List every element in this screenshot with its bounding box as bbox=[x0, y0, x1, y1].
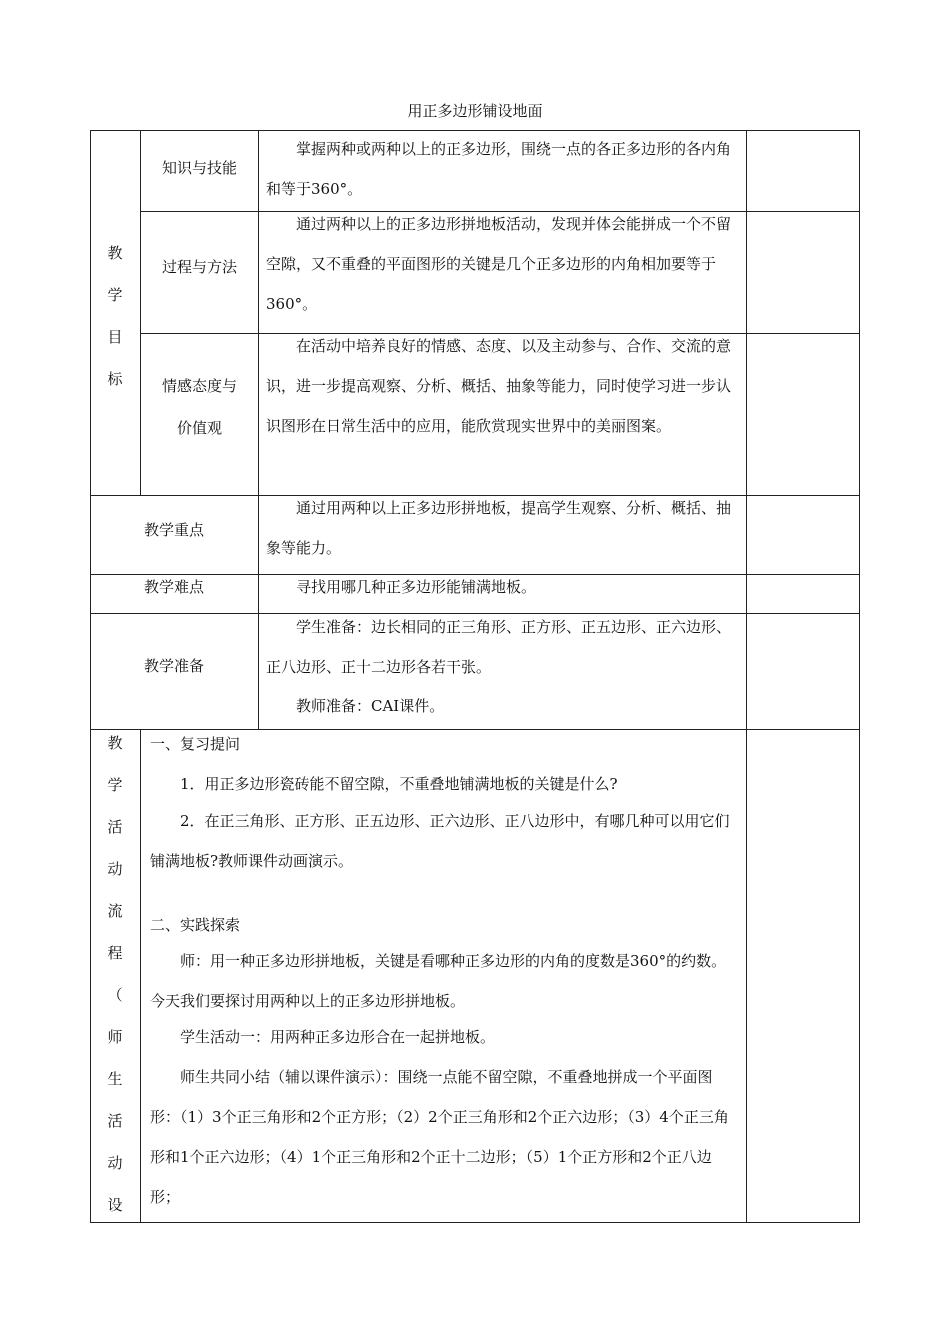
header-char: 目 bbox=[107, 328, 123, 346]
objective-content-knowledge: 掌握两种或两种以上的正多边形，围绕一点的各正多边形的各内角和等于360°。 bbox=[266, 140, 732, 198]
preparation-student: 学生准备：边长相同的正三角形、正方形、正五边形、正六边形、正八边形、正十二边形各若干张。 bbox=[266, 618, 732, 676]
col-divider bbox=[140, 729, 141, 1223]
section1-title: 一、复习提问 bbox=[150, 735, 241, 753]
header-char: 学 bbox=[107, 776, 123, 794]
objectives-header bbox=[90, 232, 140, 400]
col-divider bbox=[258, 130, 259, 730]
objective-label-attitude-line2: 价值观 bbox=[176, 419, 222, 437]
summary: 师生共同小结（辅以课件演示）：围绕一点能不留空隙，不重叠地拼成一个平面图形：（1）3个正三角形和2个正方形；（2）2个正三角形和2个正六边形；（3）4个正三角形和1个正六边形；（4）1个正三角形和2个正十二边形；（5）1个正方形和2个正八边形； bbox=[150, 1068, 729, 1206]
header-char: 生 bbox=[107, 1070, 123, 1088]
header-char: 设 bbox=[107, 1196, 123, 1214]
header-char: 动 bbox=[107, 1154, 123, 1172]
header-char: 动 bbox=[107, 860, 123, 878]
objective-label-knowledge: 知识与技能 bbox=[161, 159, 237, 177]
objective-content-process: 通过两种以上的正多边形拼地板活动，发现并体会能拼成一个不留空隙，又不重叠的平面图形的关键是几个正多边形的内角相加要等于360°。 bbox=[266, 215, 732, 313]
key-point-label: 教学重点 bbox=[143, 521, 204, 539]
lesson-table bbox=[90, 130, 860, 1223]
header-char: 活 bbox=[107, 1112, 123, 1130]
col-divider bbox=[746, 130, 747, 1223]
objective-label-attitude: 情感态度与 bbox=[161, 377, 237, 395]
header-char: 教 bbox=[107, 244, 123, 262]
header-char: 活 bbox=[107, 818, 123, 836]
review-question-1: 1．用正多边形瓷砖能不留空隙，不重叠地铺满地板的关键是什么? bbox=[180, 775, 618, 793]
header-char: 教 bbox=[107, 734, 123, 752]
page-title: 用正多边形铺设地面 bbox=[407, 102, 543, 120]
table-border-bottom bbox=[90, 1222, 860, 1223]
objective-content-attitude: 在活动中培养良好的情感、态度、以及主动参与、合作、交流的意识，进一步提高观察、分析、概括、抽象等能力，同时使学习进一步认识图形在日常生活中的应用，能欣赏现实世界中的美丽图案。 bbox=[266, 337, 732, 435]
objective-label-process: 过程与方法 bbox=[161, 258, 237, 276]
header-char: （ bbox=[107, 986, 123, 1004]
section2-title: 二、实践探索 bbox=[150, 916, 241, 934]
preparation-teacher: 教师准备：CAI课件。 bbox=[296, 697, 445, 715]
teacher-talk: 师：用一种正多边形拼地板，关键是看哪种正多边形的内角的度数是360°的约数。今天我们要探讨用两种以上的正多边形拼地板。 bbox=[150, 952, 727, 1010]
difficulty-content: 寻找用哪几种正多边形能铺满地板。 bbox=[296, 578, 537, 596]
student-activity: 学生活动一：用两种正多边形合在一起拼地板。 bbox=[180, 1028, 496, 1046]
activity-header bbox=[90, 722, 140, 1226]
difficulty-label: 教学难点 bbox=[143, 578, 204, 596]
header-char: 程 bbox=[107, 944, 123, 962]
header-char: 流 bbox=[107, 902, 123, 920]
header-char: 标 bbox=[107, 370, 123, 388]
table-border-right bbox=[859, 130, 860, 1223]
header-char: 师 bbox=[107, 1028, 123, 1046]
review-question-2: 2．在正三角形、正方形、正五边形、正六边形、正八边形中，有哪几种可以用它们铺满地板?教师课件动画演示。 bbox=[150, 812, 730, 870]
header-char: 学 bbox=[107, 286, 123, 304]
key-point-content: 通过用两种以上正多边形拼地板，提高学生观察、分析、概括、抽象等能力。 bbox=[266, 499, 732, 557]
preparation-label: 教学准备 bbox=[143, 657, 204, 675]
